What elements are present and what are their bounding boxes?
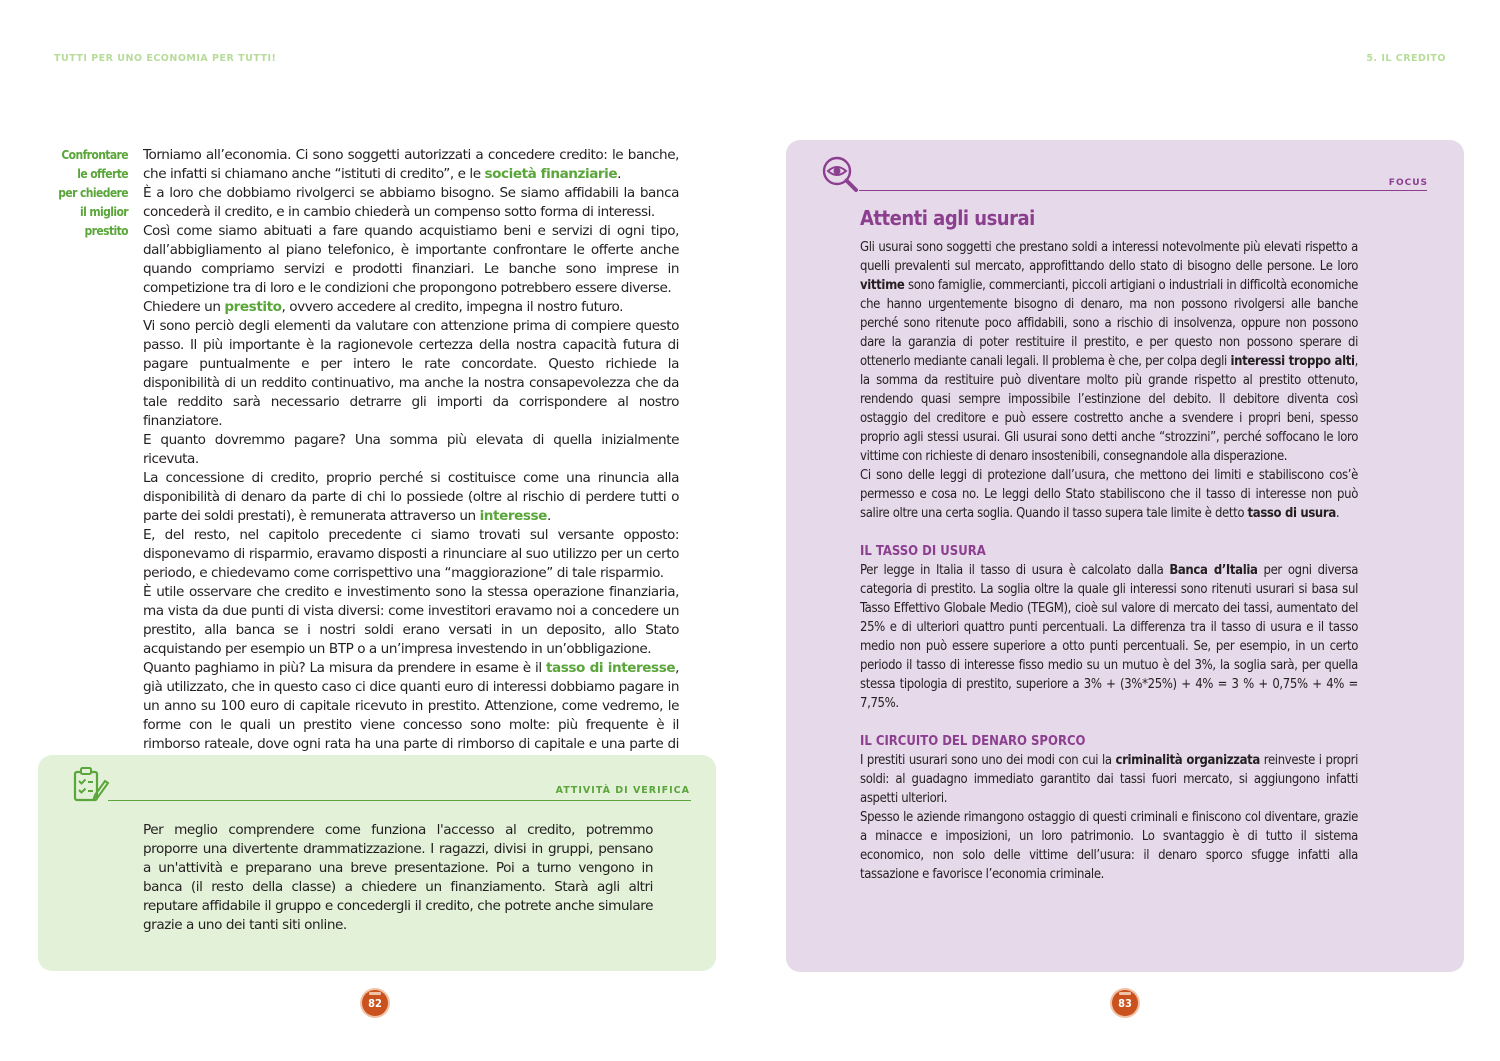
keyword-highlight: interesse [479, 508, 547, 524]
paragraph: Così come siamo abituati a fare quando acquistiamo beni e servizi di ogni tipo, dall’abbigliamento al piano telefonico, è importante confrontare le offerte anche quando compriamo servizi e prodotti finanziari. Le banche sono imprese in competizione tra di loro e le condizioni che propongono potrebbero essere diverse. [143, 223, 679, 296]
running-head-right: 5. IL CREDITO [1366, 53, 1446, 64]
activity-label: ATTIVITÀ DI VERIFICA [555, 785, 690, 796]
paragraph: I prestiti usurari sono uno dei modi con cui la criminalità organizzata reinveste i propri soldi: al guadagno immediato garantito dai tassi fuori mercato, si aggiungono infatti aspetti ulteriori. [860, 753, 1359, 806]
activity-text: Per meglio comprendere come funziona l'accesso al credito, potremmo proporre una divertente drammatizzazione. I ragazzi, divisi in gruppi, pensano a un'attività e preparano una breve presentazione. Poi a turno vengono in banca (il resto della classe) a chiedere un finanziamento. Starà agli altri reputare affidabile il gruppo e concedergli il credito, che potrete anche simulare grazie a uno dei tanti siti online. [143, 822, 653, 933]
keyword-highlight: tasso di interesse [545, 660, 676, 676]
paragraph: È a loro che dobbiamo rivolgerci se abbiamo bisogno. Se siamo affidabili la banca concederà il credito, e in cambio chiederà un compenso sotto forma di interessi. [143, 185, 679, 220]
margin-note-line: Confrontare [61, 148, 128, 162]
divider [859, 190, 1427, 191]
divider [108, 800, 691, 801]
paragraph: È utile osservare che credito e investimento sono la stessa operazione finanziaria, ma vista da due punti di vista diversi: come investitori eravamo noi a concedere un prestito, alla banca se i nostri soldi erano versati in un deposito, allo Stato acquistando per esempio un BTP o a un’impresa investendo in un’obbligazione. [143, 584, 679, 657]
paragraph: Quanto paghiamo in più? La misura da prendere in esame è il tasso di interesse, già utilizzato, che in questo caso ci dice quanti euro di interessi dobbiamo pagare in un anno su 100 euro di capitale ricevuto in prestito. Attenzione, come vedremo, le forme con le quali un prestito viene concesso sono molte: più frequente è il rimborso rateale, dove ogni rata ha una parte di rimborso di capitale e una parte di [143, 660, 679, 752]
paragraph: Chiedere un prestito, ovvero accedere al credito, impegna il nostro futuro. [143, 299, 624, 315]
margin-note [56, 146, 128, 241]
running-head-left: TUTTI PER UNO ECONOMIA PER TUTTI! [54, 53, 277, 64]
focus-title: Attenti agli usurai [860, 206, 1035, 230]
right-page [750, 0, 1500, 1061]
paragraph: Per legge in Italia il tasso di usura è calcolato dalla Banca d’Italia per ogni diversa categoria di prestito. La soglia oltre la quale gli interessi sono ritenuti usurari si basa sul Tasso Effettivo Globale Medio (TEGM), cioè sul valore di mercato dei tassi, aumentato del 25% e di ulteriori quattro punti percentuali. La differenza tra il tasso di usura e il tasso medio non può essere superiore a otto punti percentuali. Se, per esempio, in un certo periodo il tasso di interesse fisso medio su un mutuo è del 3%, la soglia sarà, per quella stessa tipologia di prestito, superiore a 3% + (3%*25%) + 4% = 3 % + 0,75% + 4% = 7,75%. [860, 563, 1359, 711]
focus-box [786, 140, 1464, 972]
keyword-highlight: società finanziarie [484, 166, 618, 182]
paragraph: Ci sono delle leggi di protezione dall’usura, che mettono dei limiti e stabiliscono cos’è permesso e cosa no. Le leggi dello Stato stabiliscono che il tasso di interesse non può salire oltre una certa soglia. Quando il tasso supera tale limite è detto tasso di usura. [860, 468, 1358, 521]
margin-note-line: il miglior [80, 205, 128, 219]
subheading: IL CIRCUITO DEL DENARO SPORCO [860, 734, 1086, 749]
margin-note-line: le offerte [77, 167, 128, 181]
focus-label: FOCUS [1388, 178, 1428, 188]
page-number-right: 83 [1112, 990, 1138, 1016]
paragraph: E, del resto, nel capitolo precedente ci siamo trovati sul versante opposto: disponevamo di risparmio, eravamo disposti a rinunciare al suo utilizzo per un certo periodo, e chiedevamo come corrispettivo una “maggiorazione” di tale risparmio. [143, 527, 679, 581]
subheading: IL TASSO DI USURA [860, 544, 986, 559]
clipboard-check-icon [71, 765, 111, 805]
focus-body [860, 238, 1358, 884]
paragraph: E quanto dovremmo pagare? Una somma più elevata di quella inizialmente ricevuta. [143, 432, 679, 467]
paragraph: Torniamo all’economia. Ci sono soggetti autorizzati a concedere credito: le banche, che infatti si chiamano anche “istituti di credito”, e le società finanziarie. [143, 147, 679, 182]
main-body-text [143, 146, 679, 792]
activity-box [38, 755, 716, 971]
paragraph: Vi sono perciò degli elementi da valutare con attenzione prima di compiere questo passo. Il più importante è la ragionevole certezza della nostra capacità futura di pagare puntualmente e per intero le rate concordate. Questo richiede la disponibilità di un reddito continuativo, ma anche la nostra consapevolezza che da tale reddito sarà necessario detrarre gli importi da corrispondere al nostro finanziatore. [143, 318, 679, 429]
margin-note-line: prestito [84, 224, 128, 238]
paragraph: La concessione di credito, proprio perché si costituisce come una rinuncia alla disponibilità di denaro da parte di chi lo possiede (oltre al rischio di perdere tutti o parte dei soldi prestati), è remunerata attraverso un interesse. [143, 470, 679, 524]
magnifier-eye-icon [820, 154, 862, 194]
keyword-highlight: prestito [224, 299, 282, 315]
page-number-left: 82 [362, 990, 388, 1016]
paragraph: Gli usurai sono soggetti che prestano soldi a interessi notevolmente più elevati rispetto a quelli prevalenti sul mercato, approfittando dello stato di bisogno delle persone. Le loro vittime sono famiglie, commercianti, piccoli artigiani o industriali in difficoltà economiche che hanno urgentemente bisogno di denaro, ma non possono rivolgersi alle banche perché sono ritenute poco affidabili, sono a rischio di insolvenza, oppure non possono dare la garanzia di poter restituire il prestito, e per questo non possono sperare di ottenerlo mediante canali legali. Il problema è che, per colpa degli interessi troppo alti, la somma da restituire può diventare molto più grande rispetto al prestito ottenuto, rendendo quasi sempre impossibile l’estinzione del debito. Il debitore diventa così ostaggio del creditore e può essere costretto anche a svendere i propri beni, spesso proprio agli stessi usurai. Gli usurai sono detti anche “strozzini”, perché soffocano le loro vittime con richieste di denaro insostenibili, consegnandole alla disperazione. [860, 240, 1358, 464]
margin-note-line: per chiedere [58, 186, 128, 200]
paragraph: Spesso le aziende rimangono ostaggio di questi criminali e finiscono col diventare, grazie a minacce e imposizioni, un loro patrimonio. Lo svantaggio è di tutto il sistema economico, non solo delle vittime dell’usura: il denaro sporco sfugge infatti alla tassazione e favorisce l’economia criminale. [860, 810, 1358, 882]
